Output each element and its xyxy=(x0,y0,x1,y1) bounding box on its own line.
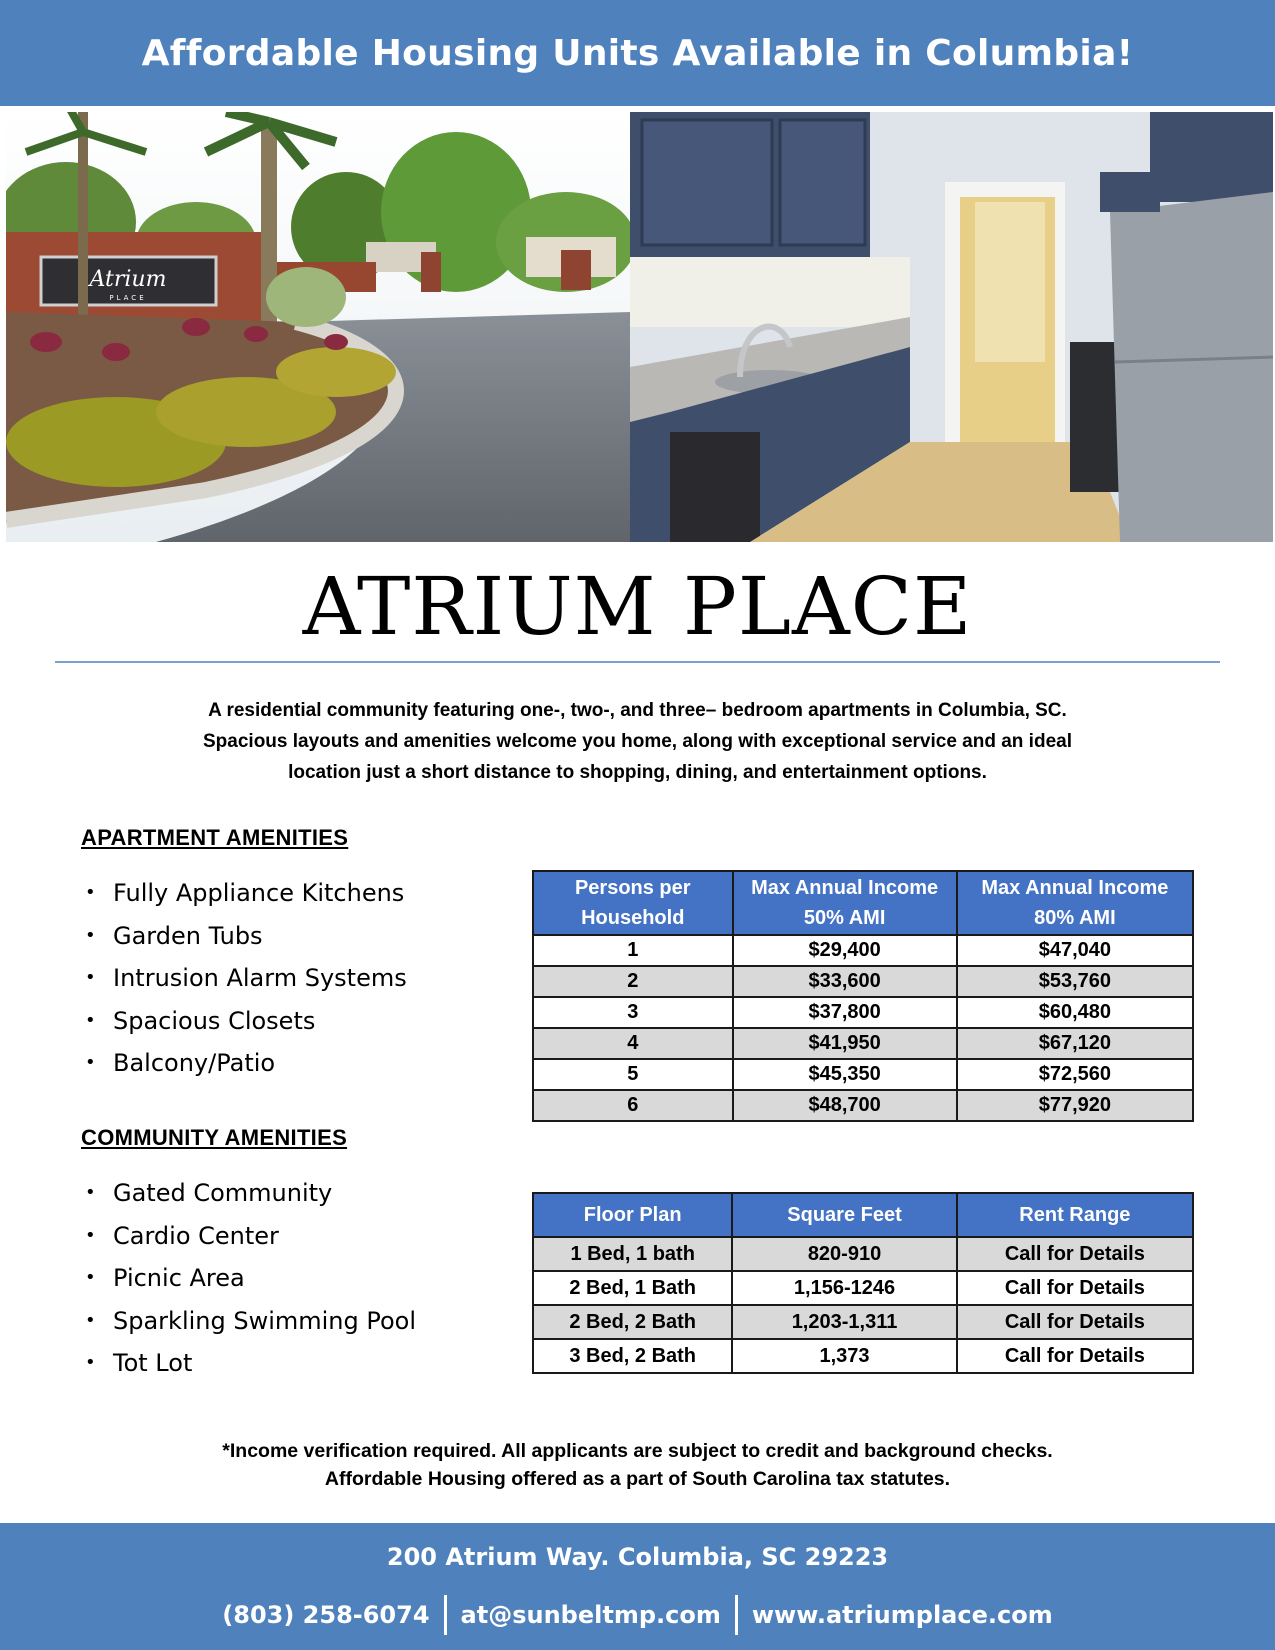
list-item: • Cardio Center xyxy=(81,1215,416,1258)
intro-line: location just a short distance to shopping, dining, and entertainment options. xyxy=(288,762,987,783)
list-item: • Tot Lot xyxy=(81,1342,416,1385)
column-header: Persons per Household xyxy=(533,871,733,935)
bullet-icon: • xyxy=(85,1267,96,1289)
bullet-icon: • xyxy=(85,1009,96,1031)
table-row xyxy=(533,1237,1193,1271)
table-cell: 1,156-1246 xyxy=(732,1271,956,1305)
column-header: Max Annual Income 50% AMI xyxy=(733,871,957,935)
list-item: • Intrusion Alarm Systems xyxy=(81,957,407,1000)
bullet-icon: • xyxy=(85,882,96,903)
table-row xyxy=(533,935,1193,966)
floor-plan-table xyxy=(532,1192,1194,1374)
list-item: • Picnic Area xyxy=(81,1257,416,1300)
table-cell: $41,950 xyxy=(733,1028,957,1059)
bullet-icon: • xyxy=(85,1052,96,1074)
table-cell: 2 Bed, 1 Bath xyxy=(533,1271,732,1305)
sign-text: Atrium xyxy=(89,267,167,292)
footer-banner xyxy=(0,1523,1275,1650)
list-item: • Balcony/Patio xyxy=(81,1042,407,1085)
table-row xyxy=(533,1305,1193,1339)
income-limits-table xyxy=(532,870,1194,1122)
phone-link[interactable]: (803) 258-6074 xyxy=(222,1601,430,1629)
table-row xyxy=(533,1339,1193,1373)
disclaimer-line: *Income verification required. All applicants are subject to credit and background checks. xyxy=(222,1440,1053,1462)
table-cell: $60,480 xyxy=(957,997,1193,1028)
list-item: • Garden Tubs xyxy=(81,915,407,958)
intro-line: A residential community featuring one-, two-, and three– bedroom apartments in Columbia, SC. xyxy=(208,700,1067,721)
column-header: Square Feet xyxy=(732,1193,956,1237)
bullet-icon: • xyxy=(85,1352,96,1374)
column-header: Rent Range xyxy=(957,1193,1193,1237)
bullet-icon: • xyxy=(85,1309,96,1331)
intro-line: Spacious layouts and amenities welcome you home, along with exceptional service and an ideal xyxy=(203,731,1072,752)
list-item: • Fully Appliance Kitchens xyxy=(81,872,407,915)
table-cell: $47,040 xyxy=(957,935,1193,966)
separator xyxy=(444,1595,447,1635)
disclaimer xyxy=(100,1437,1175,1493)
table-cell: $29,400 xyxy=(733,935,957,966)
table-cell: $48,700 xyxy=(733,1090,957,1121)
table-cell: 1 Bed, 1 bath xyxy=(533,1237,732,1271)
table-row xyxy=(533,966,1193,997)
bullet-icon: • xyxy=(85,1182,96,1203)
bullet-icon: • xyxy=(85,967,96,989)
header-title: Affordable Housing Units Available in Columbia! xyxy=(141,32,1134,74)
community-amenities-list xyxy=(81,1172,416,1385)
table-cell: $45,350 xyxy=(733,1059,957,1090)
table-cell: 1 xyxy=(533,935,733,966)
table-cell: $33,600 xyxy=(733,966,957,997)
separator xyxy=(735,1595,738,1635)
table-cell: 1,373 xyxy=(732,1339,956,1373)
table-cell: $37,800 xyxy=(733,997,957,1028)
table-cell: 2 xyxy=(533,966,733,997)
entrance-photo xyxy=(6,112,630,542)
table-cell: 1,203-1,311 xyxy=(732,1305,956,1339)
table-cell: 3 xyxy=(533,997,733,1028)
community-amenities-heading: COMMUNITY AMENITIES xyxy=(81,1125,348,1150)
table-row xyxy=(533,1271,1193,1305)
table-cell: $72,560 xyxy=(957,1059,1193,1090)
footer-address: 200 Atrium Way. Columbia, SC 29223 xyxy=(386,1543,889,1571)
table-cell: Call for Details xyxy=(957,1305,1193,1339)
footer-contact xyxy=(0,1595,1275,1635)
property-title: ATRIUM PLACE xyxy=(302,560,973,653)
table-cell: 6 xyxy=(533,1090,733,1121)
table-header-row xyxy=(533,871,1193,935)
table-cell: 2 Bed, 2 Bath xyxy=(533,1305,732,1339)
bullet-icon: • xyxy=(85,1224,96,1246)
list-item: • Sparkling Swimming Pool xyxy=(81,1300,416,1343)
apartment-amenities-heading: APARTMENT AMENITIES xyxy=(81,825,349,850)
table-cell: $67,120 xyxy=(957,1028,1193,1059)
header-banner xyxy=(0,0,1275,106)
table-row xyxy=(533,1028,1193,1059)
table-cell: Call for Details xyxy=(957,1339,1193,1373)
table-header-row xyxy=(533,1193,1193,1237)
table-cell: 3 Bed, 2 Bath xyxy=(533,1339,732,1373)
list-item: • Gated Community xyxy=(81,1172,416,1215)
table-cell: 820-910 xyxy=(732,1237,956,1271)
column-header: Max Annual Income 80% AMI xyxy=(957,871,1193,935)
table-cell: Call for Details xyxy=(957,1237,1193,1271)
intro-paragraph xyxy=(120,695,1155,788)
sign-subtext: PLACE xyxy=(109,294,147,302)
kitchen-photo xyxy=(630,112,1273,542)
email-link[interactable]: at@sunbeltmp.com xyxy=(460,1601,721,1629)
table-cell: Call for Details xyxy=(957,1271,1193,1305)
table-cell: $53,760 xyxy=(957,966,1193,997)
table-row xyxy=(533,1059,1193,1090)
bullet-icon: • xyxy=(85,924,96,946)
column-header: Floor Plan xyxy=(533,1193,732,1237)
table-row xyxy=(533,1090,1193,1121)
title-divider xyxy=(55,661,1220,663)
apartment-amenities-list xyxy=(81,872,407,1085)
table-row xyxy=(533,997,1193,1028)
website-link[interactable]: www.atriumplace.com xyxy=(751,1601,1053,1629)
list-item: • Spacious Closets xyxy=(81,1000,407,1043)
table-cell: $77,920 xyxy=(957,1090,1193,1121)
table-cell: 4 xyxy=(533,1028,733,1059)
disclaimer-line: Affordable Housing offered as a part of South Carolina tax statutes. xyxy=(324,1468,951,1490)
table-cell: 5 xyxy=(533,1059,733,1090)
